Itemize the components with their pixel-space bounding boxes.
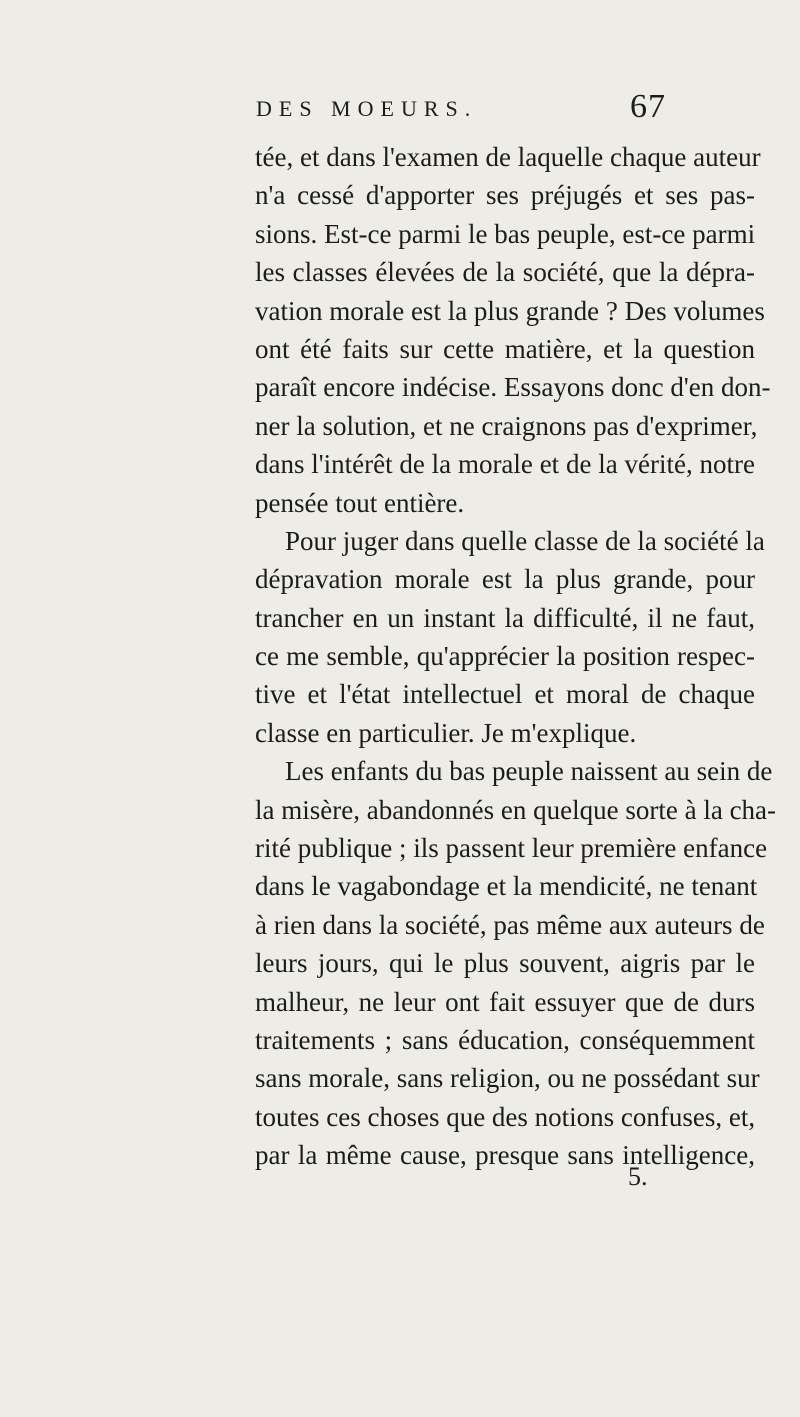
text-line: ont été faits sur cette matière, et la question: [255, 333, 755, 364]
running-head: [0, 88, 800, 136]
text-line: tée, et dans l'examen de laquelle chaque auteur: [255, 142, 761, 172]
text-line: rité publique ; ils passent leur première enfance: [255, 833, 768, 864]
text-line: les classes élevées de la société, que la dépra-: [255, 257, 755, 288]
text-line: la misère, abandonnés en quelque sorte à la cha-: [255, 794, 777, 825]
text-line: à rien dans la société, pas même aux auteurs de: [255, 909, 765, 940]
text-line: pensée tout entière.: [255, 487, 465, 518]
text-line: par la même cause, presque sans intelligence,: [255, 1140, 755, 1171]
paragraph-first-line: Les enfants du bas peuple naissent au sein de: [285, 756, 773, 787]
text-line: tive et l'état intellectuel et moral de chaque: [255, 679, 755, 710]
text-line: ner la solution, et ne craignons pas d'exprimer,: [255, 410, 758, 441]
running-title: DES MOEURS.: [256, 96, 478, 121]
text-line: traitements ; sans éducation, conséquemment: [255, 1024, 755, 1055]
text-line: sans morale, sans religion, ou ne possédant sur: [255, 1063, 760, 1094]
text-line: toutes ces choses que des notions confuses, et,: [255, 1101, 756, 1132]
page-number: 67: [630, 88, 666, 125]
text-line: classe en particulier. Je m'explique.: [255, 717, 637, 748]
text-line: vation morale est la plus grande ? Des volumes: [255, 295, 765, 326]
text-line: sions. Est-ce parmi le bas peuple, est-ce parmi: [255, 218, 756, 249]
signature-mark: 5.: [628, 1162, 648, 1191]
text-line: dans le vagabondage et la mendicité, ne tenant: [255, 871, 758, 902]
paragraph-first-line: Pour juger dans quelle classe de la société la: [285, 525, 765, 556]
text-line: ce me semble, qu'apprécier la position respec-: [255, 641, 755, 672]
text-line: malheur, ne leur ont fait essuyer que de durs: [255, 986, 755, 1017]
text-line: dans l'intérêt de la morale et de la vérité, notre: [255, 449, 755, 480]
body-text: [255, 138, 777, 1175]
text-line: leurs jours, qui le plus souvent, aigris par le: [255, 948, 755, 979]
text-line: dépravation morale est la plus grande, pour: [255, 564, 755, 595]
text-line: trancher en un instant la difficulté, il ne faut,: [255, 602, 755, 633]
text-line: n'a cessé d'apporter ses préjugés et ses pas-: [255, 180, 755, 211]
text-line: paraît encore indécise. Essayons donc d'en don-: [255, 372, 771, 403]
